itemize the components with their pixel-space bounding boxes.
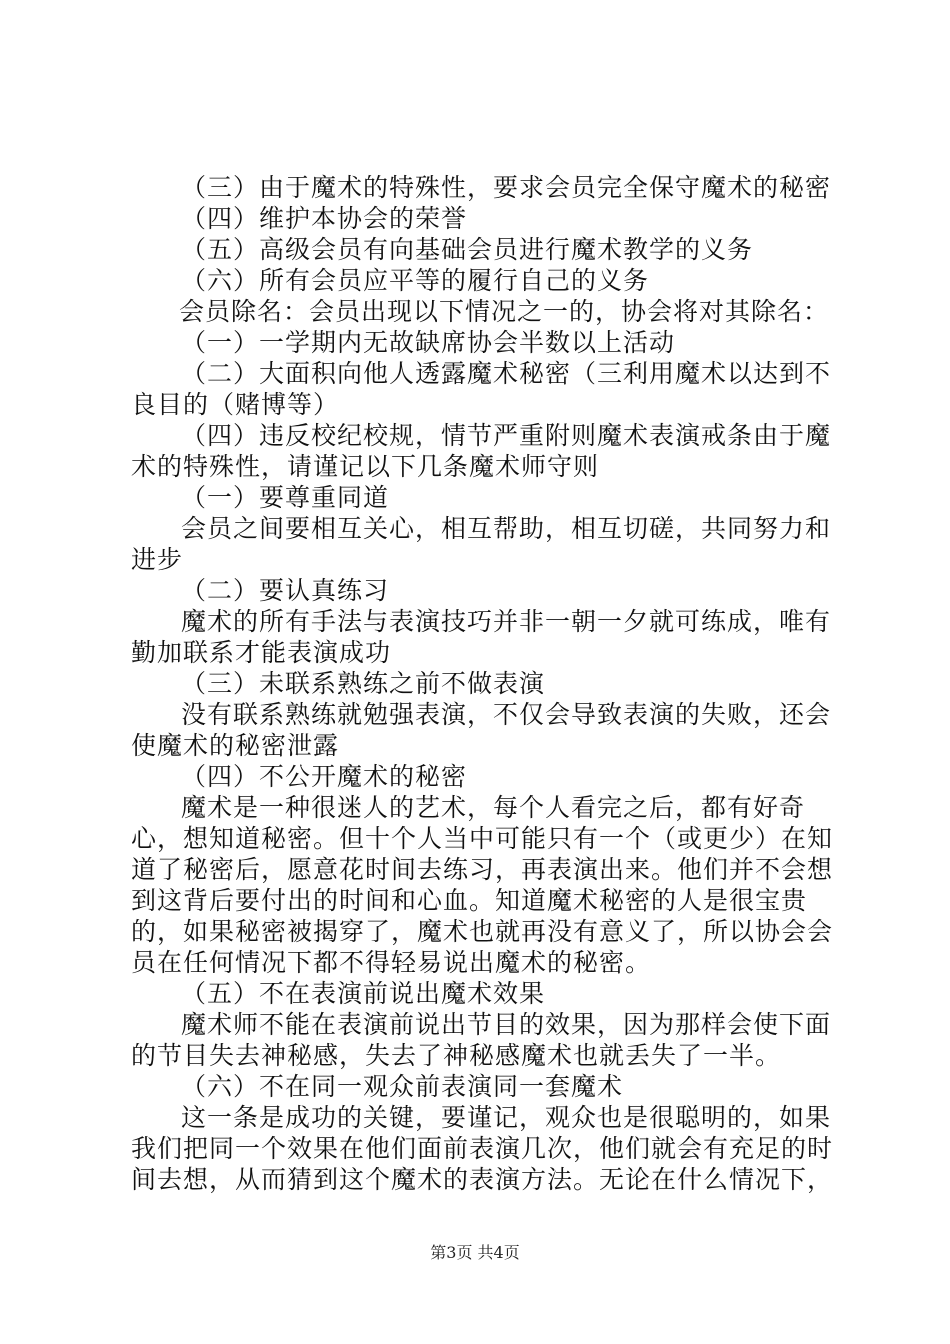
paragraph-rule-5-body: 魔术师不能在表演前说出节目的效果，因为那样会使下面的节目失去神秘感，失去了神秘感魔术也就丢失了一半。 xyxy=(131,1010,832,1070)
paragraph-rule-1-body: 会员之间要相互关心，相互帮助，相互切磋，共同努力和进步 xyxy=(131,514,832,574)
paragraph-expulsion-4: （四）违反校纪校规，情节严重附则魔术表演戒条由于魔术的特殊性，请谨记以下几条魔术师守则 xyxy=(131,421,832,481)
paragraph-rule-2-body: 魔术的所有手法与表演技巧并非一朝一夕就可练成，唯有勤加联系才能表演成功 xyxy=(131,607,832,667)
paragraph-duty-3: （三）由于魔术的特殊性，要求会员完全保守魔术的秘密 xyxy=(181,173,832,202)
paragraph-rule-3-body: 没有联系熟练就勉强表演，不仅会导致表演的失败，还会使魔术的秘密泄露 xyxy=(131,700,832,760)
paragraph-rule-4-body: 魔术是一种很迷人的艺术，每个人看完之后，都有好奇心，想知道秘密。但十个人当中可能只有一个（或更少）在知道了秘密后，愿意花时间去练习，再表演出来。他们并不会想到这背后要付出的时间和心血。知道魔术秘密的人是很宝贵的，如果秘密被揭穿了，魔术也就再没有意义了，所以协会会员在任何情况下都不得轻易说出魔术的秘密。 xyxy=(131,793,834,977)
paragraph-duty-5: （五）高级会员有向基础会员进行魔术教学的义务 xyxy=(181,235,754,264)
paragraph-rule-5-title: （五）不在表演前说出魔术效果 xyxy=(181,979,546,1008)
paragraph-rule-6-title: （六）不在同一观众前表演同一套魔术 xyxy=(181,1072,624,1101)
page-footer xyxy=(0,1240,950,1263)
document-body xyxy=(131,172,836,1195)
paragraph-expulsion-intro: 会员除名：会员出现以下情况之一的，协会将对其除名： xyxy=(179,297,830,326)
paragraph-rule-3-title: （三）未联系熟练之前不做表演 xyxy=(181,669,546,698)
paragraph-rule-4-title: （四）不公开魔术的秘密 xyxy=(181,762,468,791)
paragraph-rule-2-title: （二）要认真练习 xyxy=(181,576,390,605)
paragraph-rule-6-body: 这一条是成功的关键，要谨记，观众也是很聪明的，如果我们把同一个效果在他们面前表演几次，他们就会有充足的时间去想，从而猜到这个魔术的表演方法。无论在什么情况下， xyxy=(131,1103,834,1194)
paragraph-expulsion-1: （一）一学期内无故缺席协会半数以上活动 xyxy=(181,328,676,357)
paragraph-duty-4: （四）维护本协会的荣誉 xyxy=(181,204,468,233)
paragraph-duty-6: （六）所有会员应平等的履行自己的义务 xyxy=(181,266,650,295)
paragraph-rule-1-title: （一）要尊重同道 xyxy=(181,483,390,512)
page-number-label: 第3页 共4页 xyxy=(430,1243,520,1262)
paragraph-expulsion-2: （二）大面积向他人透露魔术秘密（三利用魔术以达到不良目的（赌博等） xyxy=(131,359,832,419)
